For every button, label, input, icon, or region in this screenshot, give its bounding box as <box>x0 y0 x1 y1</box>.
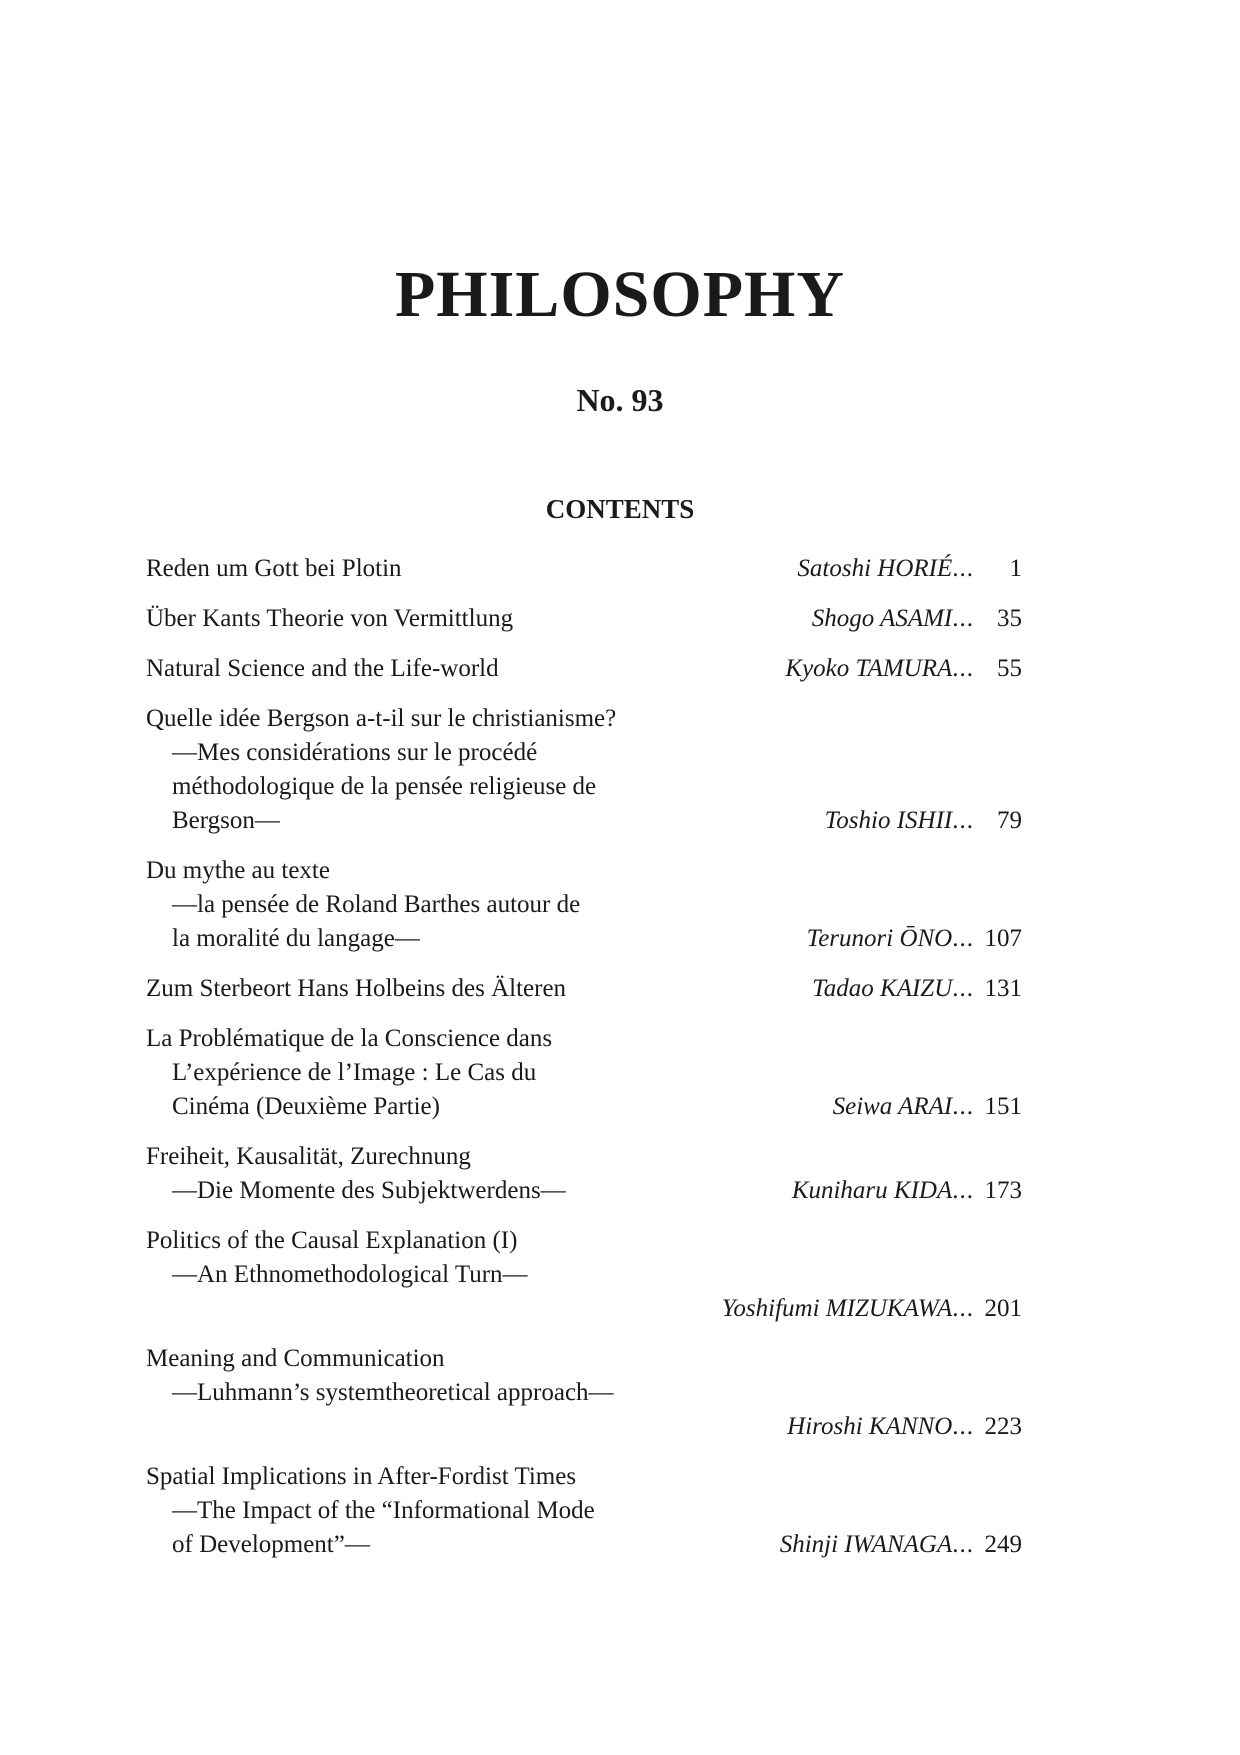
entry-author: Kyoko TAMURA <box>785 655 953 682</box>
entry-title-line: —The Impact of the “Informational Mode <box>172 1497 595 1524</box>
journal-title: PHILOSOPHY <box>394 258 846 331</box>
entry-author-line <box>780 1528 1022 1562</box>
entry-author: Tadao KAIZU <box>812 975 953 1002</box>
entry-author-line <box>825 804 1022 838</box>
entry-page-number: 35 <box>997 605 1022 632</box>
dot-leader: ... <box>952 925 974 952</box>
entry-title-line: Freiheit, Kausalität, Zurechnung <box>146 1143 471 1170</box>
toc-entry <box>146 702 1022 838</box>
dot-leader: ... <box>952 555 974 582</box>
entry-title-line: —la pensée de Roland Barthes autour de <box>172 891 581 918</box>
entry-author: Terunori ŌNO <box>806 925 953 952</box>
entry-author: Hiroshi KANNO <box>787 1413 953 1440</box>
entry-page-number: 223 <box>984 1413 1022 1440</box>
entry-page-number: 1 <box>1009 555 1022 582</box>
entry-title-line: Reden um Gott bei Plotin <box>146 555 402 582</box>
dot-leader: ... <box>952 1295 974 1322</box>
entry-title-line: Meaning and Communication <box>146 1345 445 1372</box>
entry-author: Seiwa ARAI <box>832 1093 953 1120</box>
entry-author: Satoshi HORIÉ <box>797 555 953 582</box>
toc-entry <box>146 972 1022 1006</box>
entry-page-number: 55 <box>997 655 1022 682</box>
entry-page-number: 201 <box>984 1295 1022 1322</box>
entry-title-line: Quelle idée Bergson a-t-il sur le christianisme? <box>146 705 617 732</box>
toc-entry <box>146 552 1022 586</box>
toc-entry <box>146 602 1022 636</box>
entry-author-line <box>785 652 1022 686</box>
dot-leader: ... <box>952 605 974 632</box>
dot-leader: ... <box>952 1177 974 1204</box>
dot-leader: ... <box>952 1413 974 1440</box>
entry-title-line: Du mythe au texte <box>146 857 330 884</box>
entry-title-line: —An Ethnomethodological Turn— <box>172 1261 528 1288</box>
entry-title-line: Spatial Implications in After-Fordist Times <box>146 1463 577 1490</box>
entry-page-number: 249 <box>984 1531 1022 1558</box>
entry-title-line: —Luhmann’s systemtheoretical approach— <box>172 1379 614 1406</box>
entry-title-line: la moralité du langage— <box>172 925 420 952</box>
table-of-contents <box>146 552 1022 1578</box>
entry-author: Toshio ISHII <box>824 807 953 834</box>
entry-title-line: méthodologique de la pensée religieuse de <box>172 773 597 800</box>
entry-title-line: Cinéma (Deuxième Partie) <box>172 1093 440 1120</box>
dot-leader: ... <box>952 1531 974 1558</box>
entry-title-line: Bergson— <box>172 807 280 834</box>
entry-author: Shinji IWANAGA <box>779 1531 953 1558</box>
entry-author: Yoshifumi MIZUKAWA <box>721 1295 953 1322</box>
toc-entry <box>146 1224 1022 1326</box>
entry-title-line: Über Kants Theorie von Vermittlung <box>146 605 514 632</box>
entry-title-line: Natural Science and the Life-world <box>146 655 499 682</box>
toc-entry <box>146 1460 1022 1562</box>
entry-author-line <box>797 552 1022 586</box>
entry-page-number: 79 <box>997 807 1022 834</box>
entry-title-line: Politics of the Causal Explanation (I) <box>146 1227 518 1254</box>
entry-page-number: 151 <box>984 1093 1022 1120</box>
toc-entry <box>146 1140 1022 1208</box>
entry-author: Shogo ASAMI <box>811 605 953 632</box>
entry-author-line <box>807 922 1022 956</box>
dot-leader: ... <box>952 975 974 1002</box>
entry-author-line <box>146 1292 1022 1326</box>
toc-entry <box>146 1022 1022 1124</box>
entry-title-line: —Die Momente des Subjektwerdens— <box>172 1177 566 1204</box>
toc-entry <box>146 652 1022 686</box>
entry-title-line: —Mes considérations sur le procédé <box>172 739 538 766</box>
entry-author-line <box>833 1090 1022 1124</box>
entry-author-line <box>812 972 1022 1006</box>
entry-author-line <box>146 1410 1022 1444</box>
entry-title-line: La Problématique de la Conscience dans <box>146 1025 553 1052</box>
entry-title-line: of Development”— <box>172 1531 370 1558</box>
entry-page-number: 107 <box>984 925 1022 952</box>
entry-author-line <box>812 602 1022 636</box>
dot-leader: ... <box>952 655 974 682</box>
entry-author: Kuniharu KIDA <box>791 1177 953 1204</box>
entry-page-number: 131 <box>984 975 1022 1002</box>
contents-heading: CONTENTS <box>545 494 695 524</box>
entry-author-line <box>792 1174 1022 1208</box>
issue-number: No. 93 <box>576 382 664 418</box>
entry-title-line: L’expérience de l’Image : Le Cas du <box>172 1059 537 1086</box>
toc-entry <box>146 854 1022 956</box>
entry-title-line: Zum Sterbeort Hans Holbeins des Älteren <box>146 975 567 1002</box>
entry-page-number: 173 <box>984 1177 1022 1204</box>
dot-leader: ... <box>952 1093 974 1120</box>
dot-leader: ... <box>952 807 974 834</box>
toc-entry <box>146 1342 1022 1444</box>
